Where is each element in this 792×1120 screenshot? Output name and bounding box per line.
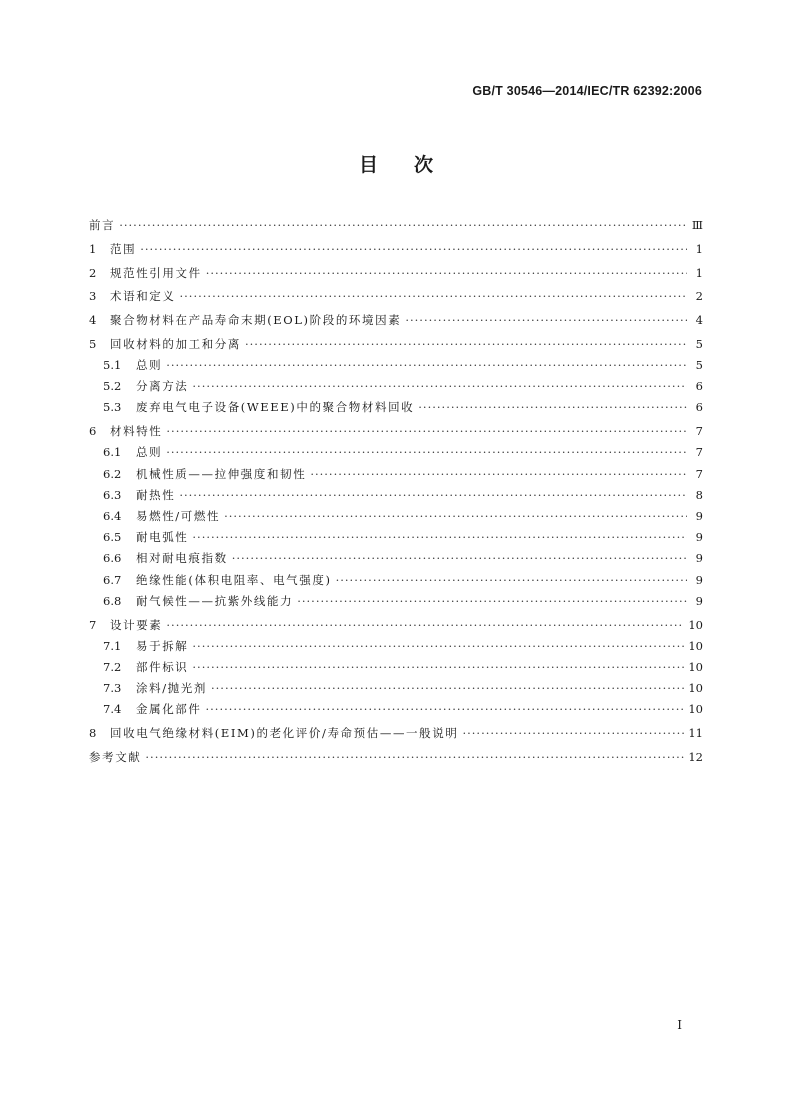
toc-entry-number: 7 bbox=[89, 617, 97, 632]
toc-entry-number: 8 bbox=[89, 726, 97, 741]
toc-entry-label: 回收电气绝缘材料(EIM)的老化评价/寿命预估——一般说明 bbox=[110, 726, 459, 741]
toc-leader-dots bbox=[166, 442, 687, 463]
toc-entry[interactable] bbox=[89, 485, 703, 506]
toc-entry-page: 11 bbox=[688, 726, 703, 741]
toc-leader-dots bbox=[211, 678, 684, 699]
toc-entry[interactable] bbox=[89, 506, 703, 527]
toc-leader-dots bbox=[192, 527, 687, 548]
toc-leader-dots bbox=[145, 747, 684, 768]
toc-entry-page: 1 bbox=[695, 265, 703, 280]
toc-entry-page: 9 bbox=[695, 530, 703, 545]
toc-leader-dots bbox=[245, 334, 687, 355]
toc-entry-page: 10 bbox=[688, 681, 703, 696]
toc-leader-dots bbox=[206, 263, 687, 284]
toc-entry[interactable] bbox=[89, 397, 703, 418]
toc-entry-label: 回收材料的加工和分离 bbox=[110, 336, 241, 351]
toc-entry-label: 金属化部件 bbox=[136, 702, 202, 717]
toc-entry-number: 5.2 bbox=[103, 379, 122, 394]
toc-leader-dots bbox=[119, 215, 687, 236]
toc-leader-dots bbox=[166, 615, 684, 636]
toc-entry-label: 涂料/抛光剂 bbox=[136, 681, 207, 696]
toc-entry-label: 设计要素 bbox=[110, 617, 163, 632]
toc-leader-dots bbox=[310, 464, 687, 485]
toc-entry-page: 5 bbox=[695, 358, 703, 373]
toc-entry-label: 前言 bbox=[89, 218, 116, 232]
toc-entry-number: 6.5 bbox=[103, 530, 122, 545]
toc-entry[interactable] bbox=[89, 286, 703, 307]
toc-entry-label: 术语和定义 bbox=[110, 289, 176, 304]
toc-entry-number: 6.2 bbox=[103, 466, 122, 481]
toc-leader-dots bbox=[297, 591, 687, 612]
toc-entry-number: 5.3 bbox=[103, 400, 122, 415]
toc-entry-number: 6.4 bbox=[103, 509, 122, 523]
table-of-contents bbox=[89, 215, 703, 768]
toc-entry-page: 10 bbox=[688, 617, 703, 632]
toc-entry[interactable] bbox=[89, 699, 703, 720]
toc-entry[interactable] bbox=[89, 570, 703, 591]
toc-entry[interactable] bbox=[89, 376, 703, 397]
toc-entry-page: 9 bbox=[695, 593, 703, 608]
toc-entry-page: 7 bbox=[695, 424, 703, 439]
toc-entry-page: 8 bbox=[695, 487, 703, 502]
toc-entry-number: 6 bbox=[89, 424, 97, 439]
toc-leader-dots bbox=[166, 421, 687, 442]
toc-entry-page: 4 bbox=[695, 313, 703, 328]
toc-entry-label: 总则 bbox=[136, 358, 163, 373]
toc-leader-dots bbox=[418, 397, 687, 418]
toc-leader-dots bbox=[192, 657, 684, 678]
toc-leader-dots bbox=[405, 310, 687, 331]
toc-entry-page: 9 bbox=[695, 509, 703, 523]
toc-entry-label: 耐电弧性 bbox=[136, 530, 189, 545]
toc-leader-dots bbox=[179, 485, 687, 506]
toc-entry[interactable] bbox=[89, 615, 703, 636]
toc-entry[interactable] bbox=[89, 657, 703, 678]
toc-entry-label: 分离方法 bbox=[136, 379, 189, 394]
toc-entry-page: 7 bbox=[695, 445, 703, 460]
toc-entry-number: 5.1 bbox=[103, 358, 122, 373]
toc-entry-number: 1 bbox=[89, 241, 97, 256]
toc-entry[interactable] bbox=[89, 239, 703, 260]
toc-entry-number: 7.2 bbox=[103, 659, 122, 674]
toc-entry-page: 10 bbox=[688, 659, 703, 674]
toc-entry-label: 规范性引用文件 bbox=[110, 265, 202, 280]
toc-entry[interactable] bbox=[89, 591, 703, 612]
toc-entry-number: 6.8 bbox=[103, 593, 122, 608]
page-number: I bbox=[677, 1018, 682, 1032]
toc-entry-number: 6.6 bbox=[103, 551, 122, 566]
toc-entry-page: 7 bbox=[695, 466, 703, 481]
toc-leader-dots bbox=[180, 286, 688, 307]
toc-entry-page: 6 bbox=[695, 379, 703, 394]
toc-entry-label: 耐气候性——抗紫外线能力 bbox=[136, 593, 294, 608]
toc-entry-label: 总则 bbox=[136, 445, 163, 460]
toc-entry-page: 12 bbox=[688, 749, 703, 764]
toc-entry-label: 参考文献 bbox=[89, 749, 142, 764]
toc-entry-number: 7.3 bbox=[103, 681, 122, 696]
toc-entry-page: 10 bbox=[688, 702, 703, 717]
toc-entry[interactable] bbox=[89, 310, 703, 331]
toc-entry-number: 5 bbox=[89, 336, 97, 351]
toc-entry[interactable] bbox=[89, 442, 703, 463]
toc-entry-page: 2 bbox=[695, 289, 703, 304]
toc-entry-page: Ⅲ bbox=[691, 218, 703, 232]
toc-leader-dots bbox=[206, 699, 685, 720]
toc-entry-number: 4 bbox=[89, 313, 97, 328]
toc-entry[interactable] bbox=[89, 334, 703, 355]
toc-entry[interactable] bbox=[89, 723, 703, 744]
toc-entry-label: 废弃电气电子设备(WEEE)中的聚合物材料回收 bbox=[136, 400, 415, 415]
toc-entry-number: 3 bbox=[89, 289, 97, 304]
toc-entry[interactable] bbox=[89, 636, 703, 657]
toc-leader-dots bbox=[224, 506, 687, 527]
toc-entry[interactable] bbox=[89, 747, 703, 768]
toc-entry-page: 1 bbox=[695, 241, 703, 256]
toc-entry-page: 6 bbox=[695, 400, 703, 415]
toc-entry-number: 6.3 bbox=[103, 487, 122, 502]
toc-entry-label: 部件标识 bbox=[136, 659, 189, 674]
toc-entry-label: 易燃性/可燃性 bbox=[136, 509, 221, 523]
toc-leader-dots bbox=[232, 548, 687, 569]
toc-entry[interactable] bbox=[89, 421, 703, 442]
toc-leader-dots bbox=[462, 723, 684, 744]
toc-leader-dots bbox=[336, 570, 687, 591]
toc-leader-dots bbox=[192, 636, 684, 657]
toc-entry[interactable] bbox=[89, 263, 703, 284]
toc-entry[interactable] bbox=[89, 678, 703, 699]
page-title: 目次 bbox=[358, 154, 469, 176]
toc-entry-number: 6.1 bbox=[103, 445, 122, 460]
standard-code: GB/T 30546—2014/IEC/TR 62392:2006 bbox=[472, 84, 702, 98]
toc-entry-label: 范围 bbox=[110, 241, 137, 256]
toc-entry-label: 材料特性 bbox=[110, 424, 163, 439]
toc-entry-label: 聚合物材料在产品寿命末期(EOL)阶段的环境因素 bbox=[110, 313, 402, 328]
toc-entry[interactable] bbox=[89, 527, 703, 548]
toc-leader-dots bbox=[140, 239, 687, 260]
toc-entry-label: 相对耐电痕指数 bbox=[136, 551, 228, 566]
toc-entry[interactable] bbox=[89, 355, 703, 376]
toc-entry-page: 10 bbox=[688, 638, 703, 653]
toc-entry-label: 绝缘性能(体积电阻率、电气强度) bbox=[136, 572, 332, 587]
toc-leader-dots bbox=[192, 376, 687, 397]
toc-entry-label: 机械性质——拉伸强度和韧性 bbox=[136, 466, 307, 481]
toc-entry[interactable] bbox=[89, 215, 703, 236]
toc-entry[interactable] bbox=[89, 464, 703, 485]
toc-entry-page: 9 bbox=[695, 572, 703, 587]
toc-leader-dots bbox=[166, 355, 687, 376]
toc-entry-number: 7.1 bbox=[103, 638, 122, 653]
toc-entry-number: 7.4 bbox=[103, 702, 122, 717]
toc-entry[interactable] bbox=[89, 548, 703, 569]
toc-entry-label: 易于拆解 bbox=[136, 638, 189, 653]
toc-entry-label: 耐热性 bbox=[136, 487, 176, 502]
toc-entry-page: 5 bbox=[695, 336, 703, 351]
toc-entry-page: 9 bbox=[695, 551, 703, 566]
toc-entry-number: 6.7 bbox=[103, 572, 122, 587]
toc-entry-number: 2 bbox=[89, 265, 97, 280]
